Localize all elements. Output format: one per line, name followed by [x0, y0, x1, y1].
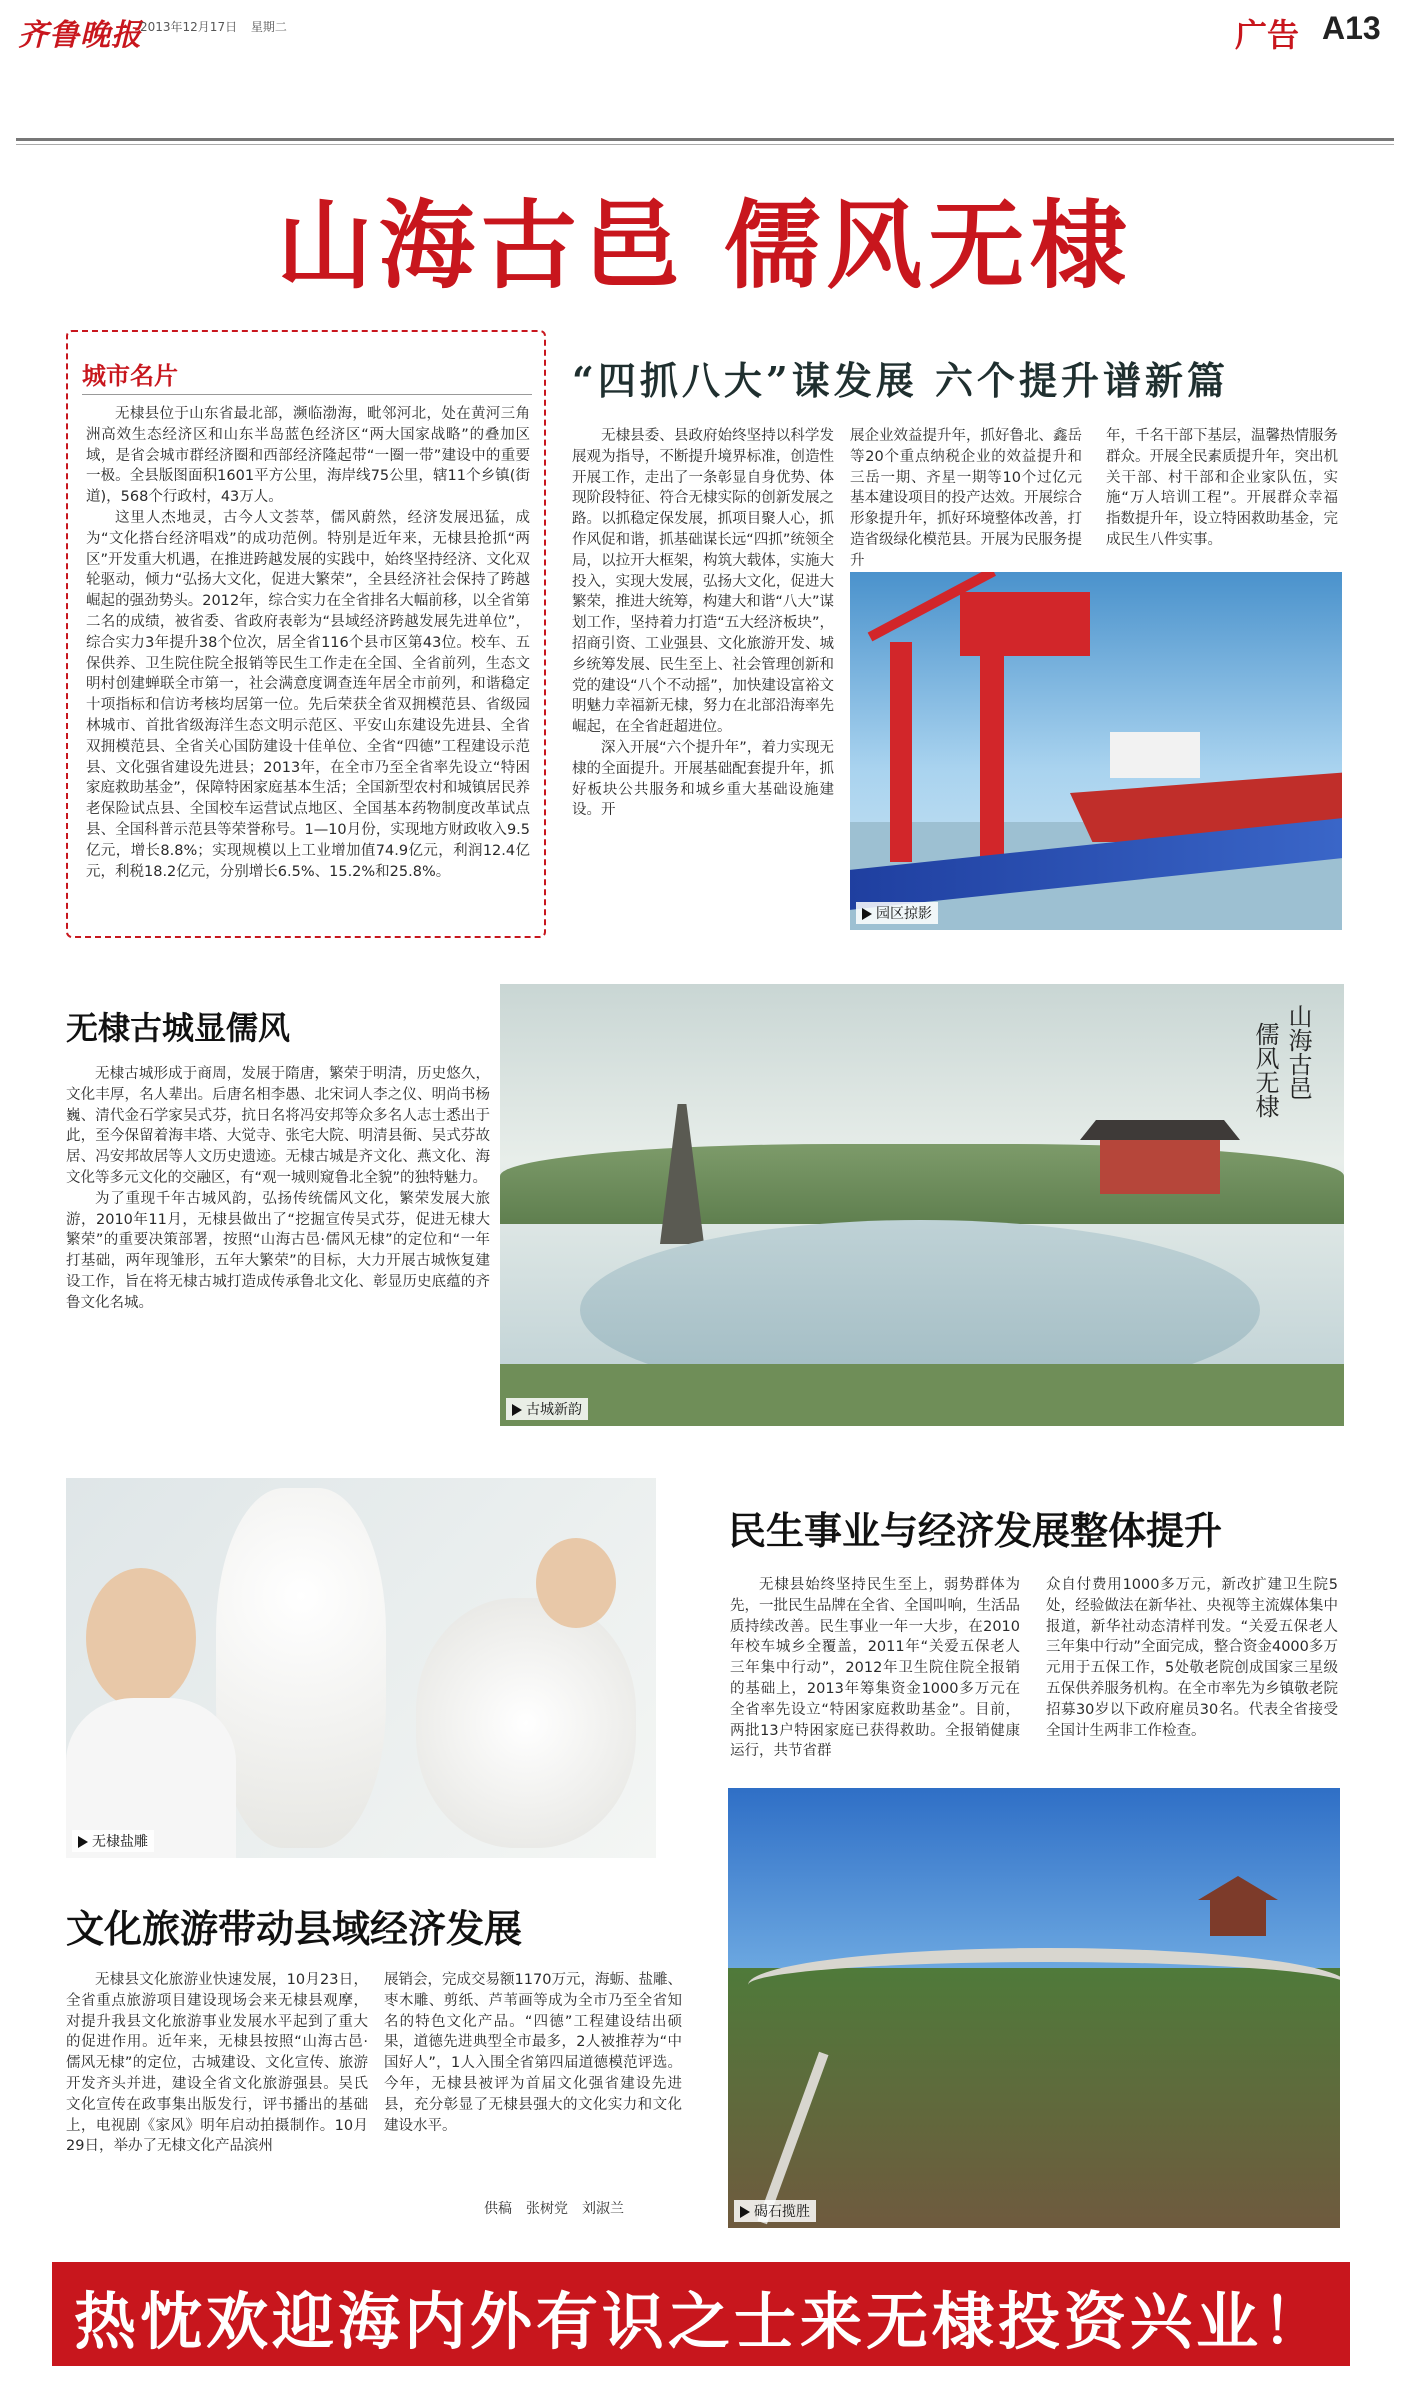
paragraph: 为了重现千年古城风韵，弘扬传统儒风文化，繁荣发展大旅游，2010年11月，无棣县做出了“挖掘宣传吴式芬，促进无棣大繁荣”的重要决策部署，按照“山海古邑·儒风无棣”的定位和“一年打基础，两年现雏形，五年大繁荣”的目标，大力开展古城恢复建设工作，旨在将无棣古城打造成传承鲁北文化、彰显历史底蕴的齐鲁文化名城。	[66, 1190, 490, 1311]
paragraph: 众自付费用1000多万元，新改扩建卫生院5处，经验做法在新华社、央视等主流媒体集中报道，新华社动态清样刊发。“关爱五保老人三年集中行动”全面完成，整合资金4000多万元用于五保工作，5处敬老院创成国家三星级五保供养服务机构。在全市率先为乡镇敬老院招募30岁以下政府雇员30名。代表全省接受全国计生两非工作检查。	[1046, 1577, 1338, 1739]
issue-date	[140, 18, 297, 35]
paragraph: 无棣古城形成于商周，发展于隋唐，繁荣于明清，历史悠久，文化丰厚，名人辈出。后唐名相李愚、北宋词人李之仪、明尚书杨巍、清代金石学家吴式芬，抗日名将冯安邦等众多名人志士悉出于此，至今保留着海丰塔、大觉寺、张宅大院、明清县衙、吴式芬故居、冯安邦故居等人文历史遗迹。无棣古城是齐文化、燕文化、海文化等多元文化的交融区，有“观一城则窥鲁北全貌”的独特魅力。	[66, 1066, 490, 1186]
crane-cab	[960, 592, 1090, 656]
paragraph: 无棣县位于山东省最北部，濒临渤海，毗邻河北，处在黄河三角洲高效生态经济区和山东半岛蓝色经济区“两大国家战略”的叠加区域，是省会城市群经济圈和西部经济隆起带“一圈一带”建设中的重要一极。全县版图面积1601平方公里，海岸线75公里，辖11个乡镇(街道)，568个行政村，43万人。	[86, 406, 530, 506]
development-title: “四抓八大”谋发展 六个提升谱新篇	[572, 358, 1229, 403]
old-city-photo	[500, 984, 1344, 1426]
worker-figure	[536, 1538, 616, 1628]
page-number: A13	[1322, 10, 1381, 46]
livelihood-col-1	[730, 1575, 1020, 1762]
city-card-body	[86, 404, 530, 882]
livelihood-title: 民生事业与经济发展整体提升	[728, 1509, 1223, 1553]
tourism-col-2	[384, 1970, 682, 2136]
page-title: 山海古邑 儒风无棣	[276, 189, 1133, 302]
shore	[500, 1364, 1344, 1426]
salt-sculpture	[416, 1598, 636, 1848]
ship-cabin	[1110, 732, 1200, 778]
paragraph: 无棣县委、县政府始终坚持以科学发展观为指导，不断提升境界标准，创造性开展工作，走出了一条彰显自身优势、体现阶段特征、符合无棣实际的创新发展之路。以抓稳定保发展，抓项目聚人心，抓作风促和谐，抓基础谋长远“四抓”统领全局，以拉开大框架，构筑大载体，实施大投入，实现大发展，弘扬大文化，促进大繁荣，推进大统筹，构建大和谐“八大”谋划工作，坚持着力打造“五大经济板块”，招商引资、工业强县、文化旅游开发、城乡统筹发展、民生至上、社会管理创新和党的建设“八个不动摇”，加快建设富裕文明魅力幸福新无棣，努力在北部沿海率先崛起，在全省赶超进位。	[572, 428, 834, 736]
paragraph: 展销会，完成交易额1170万元，海蛎、盐雕、枣木雕、剪纸、芦苇画等成为全市乃至全省知名的特色文化产品。“四德”工程建设结出硕果，道德先进典型全市最多，2人被推荐为“中国好人”，1人入围全省第四届道德模范评选。今年，无棣县被评为首届文化强省建设先进县，充分彰显了无棣县强大的文化实力和文化建设水平。	[384, 1972, 682, 2134]
livelihood-col-2	[1046, 1575, 1338, 1741]
photo-caption: 古城新韵	[506, 1398, 588, 1420]
header-rule	[16, 138, 1394, 141]
worker-figure	[86, 1568, 196, 1708]
paragraph: 这里人杰地灵，古今人文荟萃，儒风蔚然，经济发展迅猛，成为“文化搭台经济唱戏”的成功范例。特别是近年来，无棣县抢抓“两区”开发重大机遇，在推进跨越发展的实践中，始终坚持经济、文化双轮驱动，倾力“弘扬大文化，促进大繁荣”，全县经济社会保持了跨越崛起的强劲势头。2012年，综合实力在全省排名大幅前移，以全省第二名的成绩，被省委、省政府表彰为“县域经济跨越发展先进单位”，综合实力3年提升38个位次，居全省116个县市区第43位。校车、五保供养、卫生院住院全报销等民生工作走在全国、全省前列，生态文明村创建蝉联全市第一，社会满意度调查连年居全市前列，和谐稳定十项指标和信访考核均居第一位。先后荣获全省双拥模范县、省级园林城市、首批省级海洋生态文明示范区、平安山东建设先进县、全省双拥模范县、全省关心国防建设十佳单位、全省“四德”工程建设示范县、文化强省建设先进县；2013年，在全市乃至全省率先设立“特困家庭救助基金”，保障特困家庭基本生活；全国新型农村和城镇居民养老保险试点县、全国校车运营试点地区、全国基本药物制度改革试点县、全国科普示范县等荣誉称号。1—10月份，实现地方财政收入9.5亿元，增长8.8%；实现规模以上工业增加值74.9亿元，利润12.4亿元，利税18.2亿元，分别增长6.5%、15.2%和25.8%。	[86, 509, 530, 880]
old-city-title: 无棣古城显儒风	[66, 1009, 291, 1047]
weekday-text: 星期二	[250, 20, 287, 34]
development-col-1	[572, 426, 834, 821]
crane-leg	[890, 642, 912, 862]
banner-text: 热忱欢迎海内外有识之士来无棣投资兴业！	[73, 2285, 1328, 2358]
calligraphy-title-1: 山海古邑	[1284, 1004, 1312, 1100]
divider	[82, 394, 532, 395]
development-col-2	[850, 426, 1082, 572]
city-card-title: 城市名片	[82, 362, 178, 390]
masthead-logo: 齐鲁晚报	[18, 18, 142, 53]
photo-caption: 园区掠影	[856, 902, 938, 924]
paragraph: 年，千名干部下基层，温馨热情服务群众。开展全民素质提升年，突出机关干部、村干部和企业家队伍，实施“万人培训工程”。开展群众幸福指数提升年，设立特困救助基金，完成民生八件实事。	[1106, 428, 1338, 548]
development-col-3	[1106, 426, 1338, 551]
port-photo	[850, 572, 1342, 930]
gate-roof	[1080, 1120, 1240, 1140]
old-city-body	[66, 1064, 490, 1314]
header-rule-thin	[16, 144, 1394, 145]
carving-photo	[66, 1478, 656, 1858]
calligraphy-title-2: 儒风无棣	[1251, 1022, 1279, 1118]
paragraph: 展企业效益提升年，抓好鲁北、鑫岳等20个重点纳税企业的效益提升和三岳一期、齐星一期等10个过亿元基本建设项目的投产达效。开展综合形象提升年，抓好环境整体改善，打造省级绿化模范县。开展为民服务提升	[850, 428, 1082, 569]
gate-tower	[1100, 1134, 1220, 1194]
stone-landscape-photo	[728, 1788, 1340, 2228]
great-wall	[748, 1948, 1340, 2022]
section-label: 广告	[1235, 16, 1300, 54]
tourism-title: 文化旅游带动县域经济发展	[66, 1907, 523, 1951]
paragraph: 深入开展“六个提升年”，着力实现无棣的全面提升。开展基础配套提升年，抓好板块公共服务和城乡重大基础设施建设。开	[572, 739, 834, 819]
tourism-col-1	[66, 1970, 368, 2157]
salt-sculpture	[216, 1488, 386, 1848]
calligraphy-poem	[510, 1000, 700, 1120]
pavilion	[1198, 1876, 1278, 1936]
paragraph: 无棣县始终坚持民生至上，弱势群体为先，一批民生品牌在全省、全国叫响，生活品质持续改善。民生事业一年一大步，在2010年校车城乡全覆盖，2011年“关爱五保老人三年集中行动”，2012年卫生院住院全报销的基础上，2013年筹集资金1000多万元在全省率先设立“特困家庭救助基金”。目前，两批13户特困家庭已获得救助。全报销健康运行，共节省群	[730, 1577, 1020, 1760]
paragraph: 无棣县文化旅游业快速发展，10月23日，全省重点旅游项目建设现场会来无棣县观摩，对提升我县文化旅游事业发展水平起到了重大的促进作用。近年来，无棣县按照“山海古邑·儒风无棣”的定位，古城建设、文化宣传、旅游开发齐头并进，建设全省文化旅游强县。吴氏文化宣传在政事集出版发行，评书播出的基础上，电视剧《家风》明年启动拍摄制作。10月29日，举办了无棣文化产品滨州	[66, 1972, 368, 2155]
photo-caption: 碣石揽胜	[734, 2200, 816, 2222]
crane-leg	[980, 652, 1004, 862]
date-text: 2013年12月17日	[140, 20, 238, 34]
photo-caption: 无棣盐雕	[72, 1830, 154, 1852]
byline: 供稿 张树党 刘淑兰	[484, 2201, 624, 2217]
